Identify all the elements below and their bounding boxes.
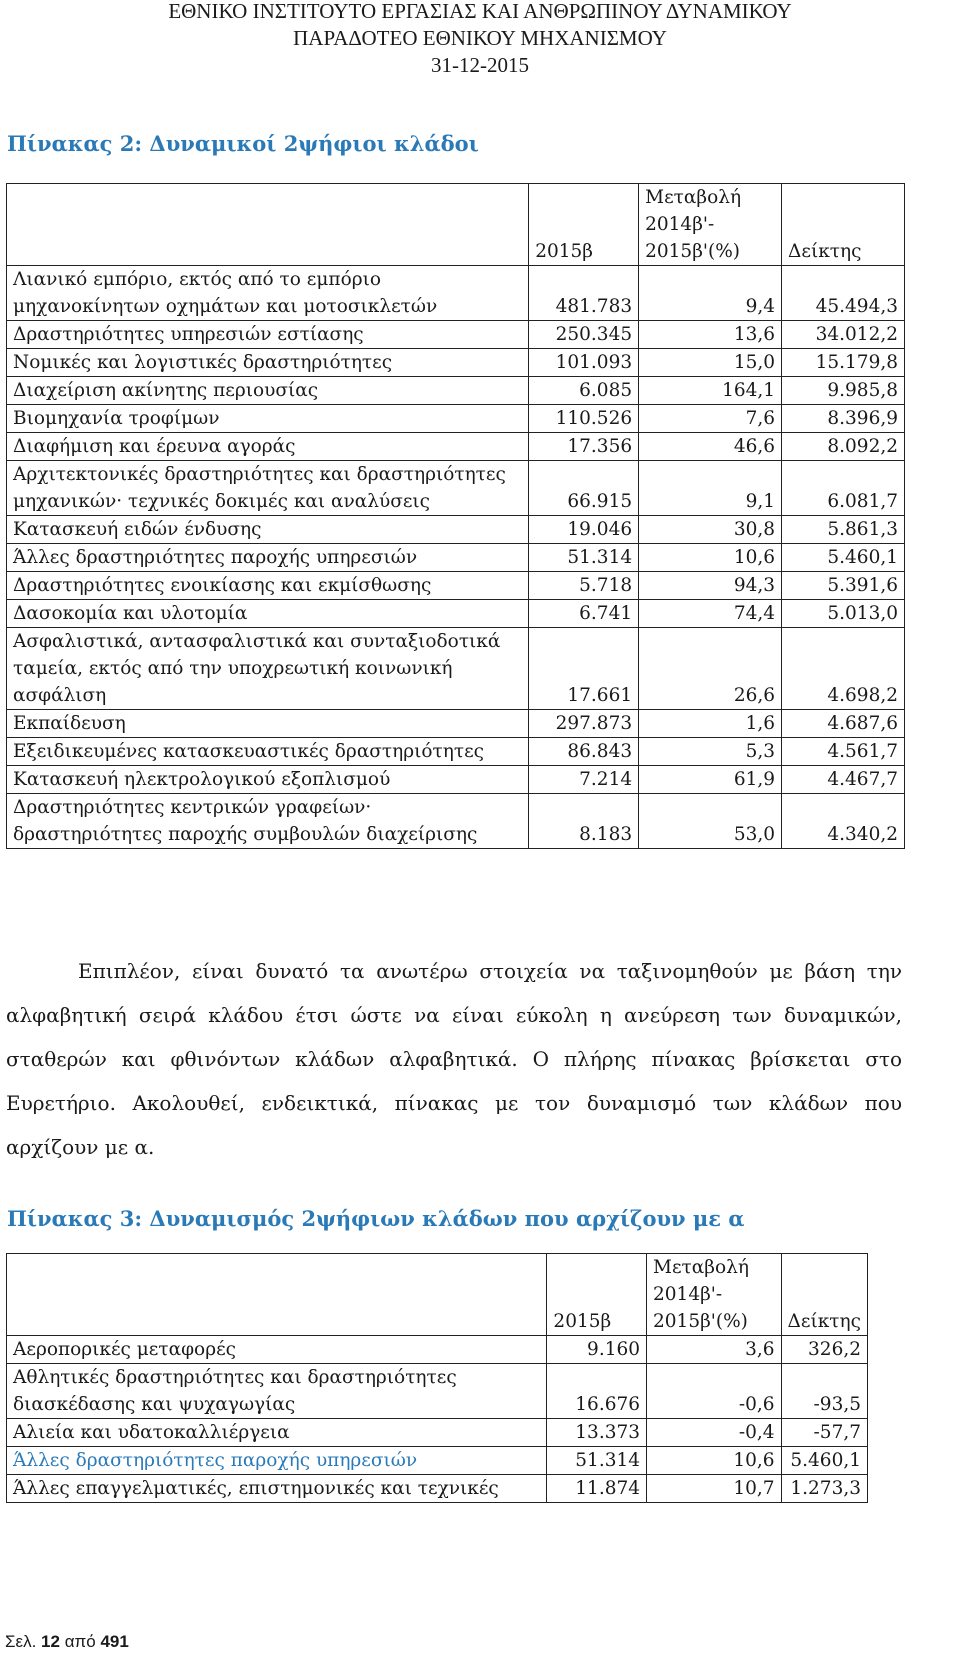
- table-row: [7, 321, 905, 349]
- row-sector-name: Άλλες επαγγελματικές, επιστημονικές και τεχνικές: [7, 1475, 547, 1503]
- row-sector-name: Αλιεία και υδατοκαλλιέργεια: [7, 1419, 547, 1447]
- header-change-line: Μεταβολή: [653, 1257, 749, 1278]
- row-value-2015: 17.661: [529, 628, 639, 710]
- row-index: 5.391,6: [782, 572, 905, 600]
- header-index: Δείκτης: [782, 184, 905, 266]
- table-row: [7, 349, 905, 377]
- row-change-percent: 1,6: [639, 710, 782, 738]
- row-sector-name: Εκπαίδευση: [7, 710, 529, 738]
- header-date: 31-12-2015: [431, 53, 529, 77]
- footer-page-number: 12: [41, 1632, 60, 1651]
- row-value-2015: 17.356: [529, 433, 639, 461]
- row-value-2015: 51.314: [547, 1447, 647, 1475]
- row-index: -57,7: [781, 1419, 867, 1447]
- table-header-row: [7, 184, 905, 266]
- row-change-percent: 61,9: [639, 766, 782, 794]
- row-value-2015: 101.093: [529, 349, 639, 377]
- row-sector-name: Δραστηριότητες κεντρικών γραφείων· δραστηριότητες παροχής συμβουλών διαχείρισης: [7, 794, 529, 849]
- row-index: 45.494,3: [782, 266, 905, 321]
- header-change-line: 2015β'(%): [645, 241, 741, 262]
- row-sector-name: Εξειδικευμένες κατασκευαστικές δραστηριότητες: [7, 738, 529, 766]
- row-value-2015: 110.526: [529, 405, 639, 433]
- header-change-line: 2015β'(%): [653, 1311, 748, 1332]
- header-2015: 2015β: [547, 1254, 647, 1336]
- row-change-percent: 10,7: [647, 1475, 782, 1503]
- table-row: [7, 544, 905, 572]
- table-row: [7, 1419, 868, 1447]
- footer-total-pages: 491: [100, 1632, 129, 1651]
- row-value-2015: 86.843: [529, 738, 639, 766]
- row-sector-name: Βιομηχανία τροφίμων: [7, 405, 529, 433]
- row-change-percent: 26,6: [639, 628, 782, 710]
- header-2015: 2015β: [529, 184, 639, 266]
- header-sector-cell: [7, 1254, 547, 1336]
- table-row: [7, 1475, 868, 1503]
- footer-middle: από: [64, 1632, 96, 1651]
- row-value-2015: 7.214: [529, 766, 639, 794]
- row-sector-name: Άλλες δραστηριότητες παροχής υπηρεσιών: [7, 544, 529, 572]
- row-index: 5.861,3: [782, 516, 905, 544]
- table-row: [7, 572, 905, 600]
- row-change-percent: 7,6: [639, 405, 782, 433]
- row-index: 4.698,2: [782, 628, 905, 710]
- header-index: Δείκτης: [781, 1254, 867, 1336]
- row-sector-name: Άλλες δραστηριότητες παροχής υπηρεσιών: [7, 1447, 547, 1475]
- table-row: [7, 738, 905, 766]
- row-change-percent: 9,4: [639, 266, 782, 321]
- header-organization: ΕΘΝΙΚΟ ΙΝΣΤΙΤΟΥΤΟ ΕΡΓΑΣΙΑΣ ΚΑΙ ΑΝΘΡΩΠΙΝΟΥ ΔΥΝΑΜΙΚΟΥ: [168, 0, 792, 23]
- row-index: 5.013,0: [782, 600, 905, 628]
- row-value-2015: 481.783: [529, 266, 639, 321]
- body-paragraph: [6, 949, 902, 1169]
- row-change-percent: 53,0: [639, 794, 782, 849]
- table-row: [7, 628, 905, 710]
- row-change-percent: 3,6: [647, 1336, 782, 1364]
- row-change-percent: 30,8: [639, 516, 782, 544]
- row-change-percent: 5,3: [639, 738, 782, 766]
- row-change-percent: 164,1: [639, 377, 782, 405]
- table-row: [7, 600, 905, 628]
- header-change-line: 2014β'-: [645, 214, 715, 235]
- row-change-percent: 94,3: [639, 572, 782, 600]
- footer-prefix: Σελ.: [5, 1632, 37, 1651]
- row-index: 4.561,7: [782, 738, 905, 766]
- row-sector-name: Αρχιτεκτονικές δραστηριότητες και δραστηριότητες μηχανικών· τεχνικές δοκιμές και αναλύσεις: [7, 461, 529, 516]
- table-row: [7, 1447, 868, 1475]
- row-change-percent: 13,6: [639, 321, 782, 349]
- table-row: [7, 766, 905, 794]
- table-row: [7, 794, 905, 849]
- row-change-percent: 74,4: [639, 600, 782, 628]
- row-index: 8.396,9: [782, 405, 905, 433]
- row-change-percent: 9,1: [639, 461, 782, 516]
- table-row: [7, 405, 905, 433]
- table-row: [7, 516, 905, 544]
- row-index: 15.179,8: [782, 349, 905, 377]
- page-footer: [5, 1632, 129, 1652]
- row-index: 1.273,3: [781, 1475, 867, 1503]
- row-change-percent: -0,6: [647, 1364, 782, 1419]
- row-index: 4.340,2: [782, 794, 905, 849]
- row-sector-name: Διαφήμιση και έρευνα αγοράς: [7, 433, 529, 461]
- table-row: [7, 266, 905, 321]
- row-change-percent: -0,4: [647, 1419, 782, 1447]
- row-value-2015: 11.874: [547, 1475, 647, 1503]
- table-header-row: [7, 1254, 868, 1336]
- row-index: -93,5: [781, 1364, 867, 1419]
- table2-dynamic-sectors: [6, 183, 905, 849]
- row-value-2015: 19.046: [529, 516, 639, 544]
- row-value-2015: 6.741: [529, 600, 639, 628]
- header-change: [639, 184, 782, 266]
- header-deliverable: ΠΑΡΑΔΟΤΕΟ ΕΘΝΙΚΟΥ ΜΗΧΑΝΙΣΜΟΥ: [293, 26, 667, 50]
- row-value-2015: 9.160: [547, 1336, 647, 1364]
- row-sector-name: Αεροπορικές μεταφορές: [7, 1336, 547, 1364]
- paragraph-text: Επιπλέον, είναι δυνατό τα ανωτέρω στοιχεία να ταξινομηθούν με βάση την αλφαβητική σειρά κλάδου έτσι ώστε να είναι εύκολη η ανεύρεση των δυναμικών, σταθερών και φθινόντων κλάδων αλφαβητικά. Ο πλήρης πίνακας βρίσκεται στο Ευρετήριο. Ακολουθεί, ενδεικτικά, πίνακας με τον δυναμισμό των κλάδων που αρχίζουν με α.: [6, 959, 902, 1159]
- row-sector-name: Δασοκομία και υλοτομία: [7, 600, 529, 628]
- row-sector-name: Νομικές και λογιστικές δραστηριότητες: [7, 349, 529, 377]
- row-value-2015: 6.085: [529, 377, 639, 405]
- row-index: 6.081,7: [782, 461, 905, 516]
- row-sector-name: Αθλητικές δραστηριότητες και δραστηριότητες διασκέδασης και ψυχαγωγίας: [7, 1364, 547, 1419]
- row-sector-name: Κατασκευή ειδών ένδυσης: [7, 516, 529, 544]
- table2-title: Πίνακας 2: Δυναμικοί 2ψήφιοι κλάδοι: [7, 131, 479, 156]
- table-row: [7, 461, 905, 516]
- table3-alpha-sectors: [6, 1253, 868, 1503]
- header-change-line: 2014β'-: [653, 1284, 723, 1305]
- row-sector-name: Διαχείριση ακίνητης περιουσίας: [7, 377, 529, 405]
- row-value-2015: 51.314: [529, 544, 639, 572]
- row-value-2015: 8.183: [529, 794, 639, 849]
- row-index: 34.012,2: [782, 321, 905, 349]
- header-change: [647, 1254, 782, 1336]
- table3-title: Πίνακας 3: Δυναμισμός 2ψήφιων κλάδων που αρχίζουν με α: [7, 1206, 745, 1231]
- table-row: [7, 710, 905, 738]
- row-value-2015: 297.873: [529, 710, 639, 738]
- row-change-percent: 46,6: [639, 433, 782, 461]
- header-change-line: Μεταβολή: [645, 187, 742, 208]
- row-index: 8.092,2: [782, 433, 905, 461]
- row-value-2015: 250.345: [529, 321, 639, 349]
- table-row: [7, 1336, 868, 1364]
- row-index: 5.460,1: [781, 1447, 867, 1475]
- row-value-2015: 16.676: [547, 1364, 647, 1419]
- row-index: 4.687,6: [782, 710, 905, 738]
- table-row: [7, 377, 905, 405]
- row-change-percent: 10,6: [639, 544, 782, 572]
- row-index: 9.985,8: [782, 377, 905, 405]
- row-sector-name: Ασφαλιστικά, αντασφαλιστικά και συνταξιοδοτικά ταμεία, εκτός από την υποχρεωτική κοινωνική ασφάλιση: [7, 628, 529, 710]
- row-sector-name: Δραστηριότητες υπηρεσιών εστίασης: [7, 321, 529, 349]
- row-sector-name: Κατασκευή ηλεκτρολογικού εξοπλισμού: [7, 766, 529, 794]
- table-row: [7, 1364, 868, 1419]
- header-sector-cell: [7, 184, 529, 266]
- row-sector-name: Λιανικό εμπόριο, εκτός από το εμπόριο μηχανοκίνητων οχημάτων και μοτοσικλετών: [7, 266, 529, 321]
- row-value-2015: 66.915: [529, 461, 639, 516]
- row-index: 4.467,7: [782, 766, 905, 794]
- row-change-percent: 15,0: [639, 349, 782, 377]
- row-value-2015: 13.373: [547, 1419, 647, 1447]
- row-index: 326,2: [781, 1336, 867, 1364]
- row-value-2015: 5.718: [529, 572, 639, 600]
- row-index: 5.460,1: [782, 544, 905, 572]
- table-row: [7, 433, 905, 461]
- row-change-percent: 10,6: [647, 1447, 782, 1475]
- page-header: [0, 0, 960, 79]
- row-sector-name: Δραστηριότητες ενοικίασης και εκμίσθωσης: [7, 572, 529, 600]
